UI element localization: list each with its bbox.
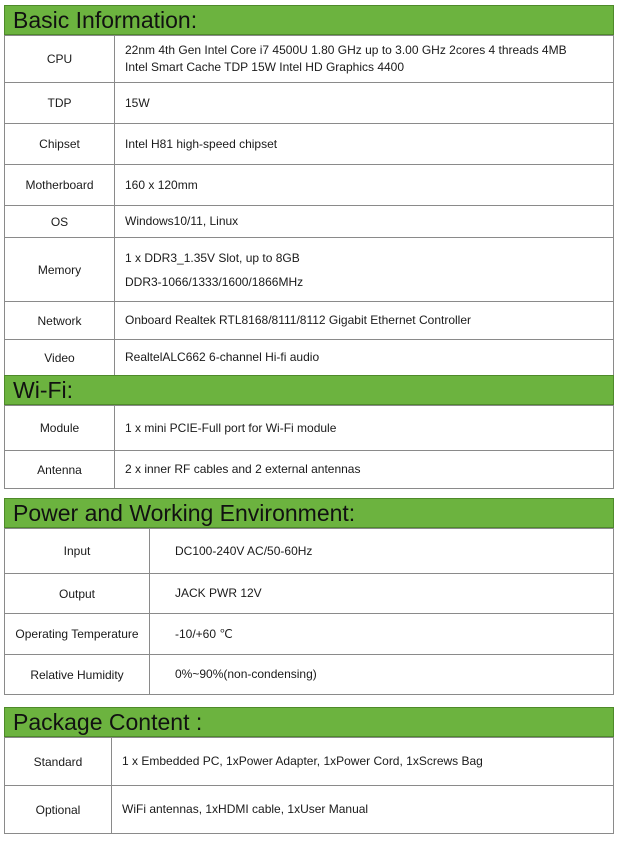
row-value-module: 1 x mini PCIE-Full port for Wi-Fi module [115,406,614,451]
row-value-chipset: Intel H81 high-speed chipset [115,124,614,165]
row-value-operating-temperature: -10/+60 ℃ [150,614,614,655]
section-title-basic: Basic Information: [4,5,614,35]
table-row [5,451,614,489]
table-row [5,655,614,695]
row-value-os: Windows10/11, Linux [115,206,614,238]
basic-information-table [4,35,614,376]
row-label-antenna: Antenna [5,451,115,489]
wifi-table [4,405,614,489]
row-label-motherboard: Motherboard [5,165,115,206]
table-row [5,302,614,340]
table-row [5,36,614,83]
memory-line-1: 1 x DDR3_1.35V Slot, up to 8GB [125,250,300,265]
row-value-cpu [115,36,614,83]
row-label-memory: Memory [5,238,115,302]
row-label-tdp: TDP [5,83,115,124]
table-row [5,529,614,574]
row-value-video: RealtelALC662 6-channel Hi-fi audio [115,340,614,376]
section-title-package: Package Content : [4,707,614,737]
row-value-relative-humidity: 0%~90%(non-condensing) [150,655,614,695]
wifi-section [4,375,614,489]
row-value-tdp: 15W [115,83,614,124]
row-value-output: JACK PWR 12V [150,574,614,614]
section-title-power: Power and Working Environment: [4,498,614,528]
row-label-optional: Optional [5,786,112,834]
table-row [5,786,614,834]
table-row [5,165,614,206]
table-row [5,738,614,786]
memory-line-2: DDR3-1066/1333/1600/1866MHz [125,274,304,289]
table-row [5,83,614,124]
row-value-input: DC100-240V AC/50-60Hz [150,529,614,574]
row-label-chipset: Chipset [5,124,115,165]
package-section [4,707,614,834]
section-title-wifi: Wi-Fi: [4,375,614,405]
row-label-input: Input [5,529,150,574]
cpu-line-2: Intel Smart Cache TDP 15W Intel HD Graphics 4400 [125,60,405,74]
row-value-antenna: 2 x inner RF cables and 2 external antennas [115,451,614,489]
row-value-standard: 1 x Embedded PC, 1xPower Adapter, 1xPower Cord, 1xScrews Bag [112,738,614,786]
basic-information-section [4,5,614,376]
row-label-output: Output [5,574,150,614]
row-value-motherboard: 160 x 120mm [115,165,614,206]
row-label-cpu: CPU [5,36,115,83]
row-value-optional: WiFi antennas, 1xHDMI cable, 1xUser Manual [112,786,614,834]
package-table [4,737,614,834]
row-value-network: Onboard Realtek RTL8168/8111/8112 Gigabit Ethernet Controller [115,302,614,340]
row-value-memory [115,238,614,302]
power-section [4,498,614,695]
row-label-operating-temperature: Operating Temperature [5,614,150,655]
row-label-os: OS [5,206,115,238]
table-row [5,574,614,614]
table-row [5,406,614,451]
table-row [5,124,614,165]
table-row [5,340,614,376]
row-label-standard: Standard [5,738,112,786]
table-row [5,206,614,238]
row-label-relative-humidity: Relative Humidity [5,655,150,695]
row-label-module: Module [5,406,115,451]
row-label-network: Network [5,302,115,340]
table-row [5,238,614,302]
table-row [5,614,614,655]
cpu-line-1: 22nm 4th Gen Intel Core i7 4500U 1.80 GHz up to 3.00 GHz 2cores 4 threads 4MB [125,43,567,57]
power-table [4,528,614,695]
row-label-video: Video [5,340,115,376]
